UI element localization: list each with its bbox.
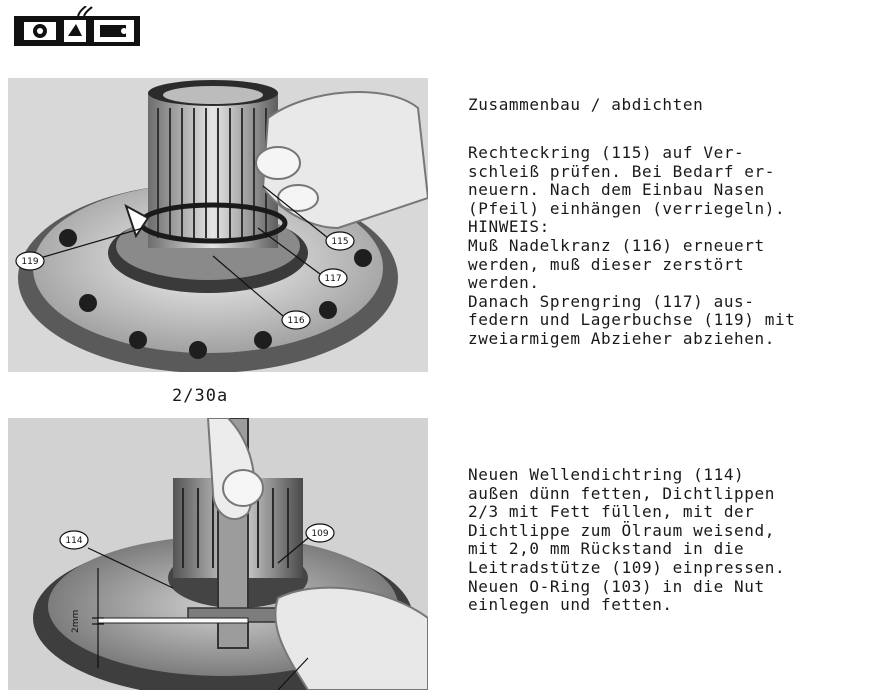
callout-117: 117 [324,274,342,284]
text-line: neuern. Nach dem Einbau Nasen [468,180,765,200]
photo-rectangular-ring-assembly [8,78,428,372]
text-line: 2/3 mit Fett füllen, mit der [468,502,755,522]
transmission-logo-icon [12,6,142,50]
callout-109: 109 [311,529,329,539]
section-heading: Zusammenbau / abdichten [468,95,704,114]
text-line: (Pfeil) einhängen (verriegeln). [468,198,786,218]
text-line: werden. [468,273,540,293]
callout-114: 114 [65,536,83,546]
text-line: einlegen und fetten. [468,595,673,615]
text-line: mit 2,0 mm Rückstand in die [468,539,745,559]
callout-2mm: 2mm [71,609,81,633]
paragraph-2 [468,466,785,615]
text-line: werden, muß dieser zerstört [468,254,745,274]
callout-115: 115 [331,237,349,247]
text-line: Danach Sprengring (117) aus- [468,291,755,311]
text-line: Dichtlippe zum Ölraum weisend, [468,520,775,540]
text-line: HINWEIS: [468,217,550,237]
figure-caption: 2/30a [172,386,229,406]
text-line: Neuen Wellendichtring (114) [468,465,745,484]
text-line: Muß Nadelkranz (116) erneuert [468,235,765,255]
text-line: Leitradstütze (109) einpressen. [468,557,786,577]
callout-116: 116 [287,316,305,326]
text-line: zweiarmigem Abzieher abziehen. [468,328,775,348]
text-line: schleiß prüfen. Bei Bedarf er- [468,161,775,181]
photo-1-illustration [8,78,428,372]
text-line: Rechteckring (115) auf Ver- [468,143,745,162]
photo-shaft-seal-press [8,418,428,690]
text-line: federn und Lagerbuchse (119) mit [468,310,796,330]
photo-2-illustration [8,418,428,690]
text-line: außen dünn fetten, Dichtlippen [468,483,775,503]
text-line: Neuen O-Ring (103) in die Nut [468,576,765,596]
paragraph-1 [468,144,795,349]
callout-119: 119 [21,257,39,267]
